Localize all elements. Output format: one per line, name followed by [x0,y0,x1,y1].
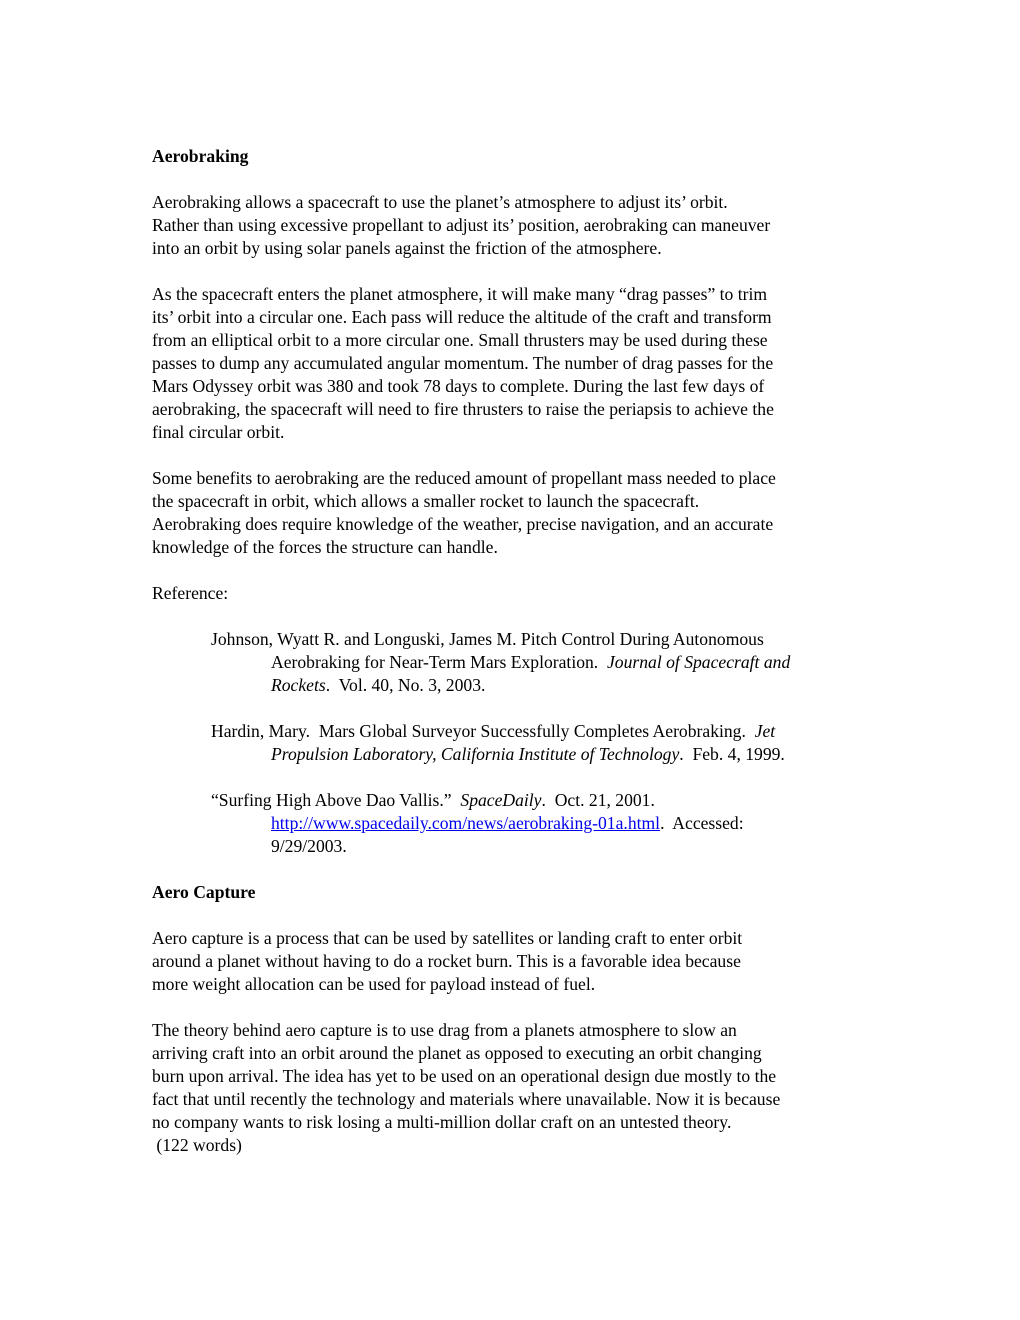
text-line: around a planet without having to do a rocket burn. This is a favorable idea because [152,951,741,971]
ref-text: . Vol. 40, No. 3, 2003. [325,675,486,695]
text-line: more weight allocation can be used for payload instead of fuel. [152,974,596,994]
ref-text: Aerobraking for Near-Term Mars Exploration. [271,652,607,672]
aerobraking-paragraph-1 [152,191,882,260]
ref-line [211,743,891,766]
text-line: Mars Odyssey orbit was 380 and took 78 days to complete. During the last few days of [152,376,765,396]
text-line: As the spacecraft enters the planet atmosphere, it will make many “drag passes” to trim [152,284,768,304]
text-line: Aero capture is a process that can be used by satellites or landing craft to enter orbit [152,928,743,948]
text-line: fact that until recently the technology and materials where unavailable. Now it is because [152,1089,781,1109]
reference-entry-johnson [211,628,891,697]
ref-line: 9/29/2003. [271,836,347,856]
aero-capture-paragraph-2 [152,1019,882,1157]
publisher-name: Jet [754,721,776,741]
text-line: knowledge of the forces the structure can handle. [152,537,498,557]
heading-aerobraking [152,145,882,168]
text-line: Aerobraking does require knowledge of the weather, precise navigation, and an accurate [152,514,774,534]
text-line: final circular orbit. [152,422,285,442]
aero-capture-paragraph-1 [152,927,882,996]
text-line: burn upon arrival. The idea has yet to be used on an operational design due mostly to the [152,1066,777,1086]
ref-line [211,720,891,743]
aerobraking-paragraph-2 [152,283,882,444]
reference-link[interactable]: http://www.spacedaily.com/news/aerobraking-01a.html [271,813,661,833]
ref-line: Johnson, Wyatt R. and Longuski, James M. Pitch Control During Autonomous [211,629,764,649]
ref-line [211,674,891,697]
text-line: Some benefits to aerobraking are the reduced amount of propellant mass needed to place [152,468,776,488]
text-line: passes to dump any accumulated angular momentum. The number of drag passes for the [152,353,774,373]
ref-line [211,812,891,835]
publication-name: SpaceDaily [460,790,542,810]
heading-text: Aero Capture [152,882,256,902]
ref-text: “Surfing High Above Dao Vallis.” [211,790,461,810]
text-line: arriving craft into an orbit around the planet as opposed to executing an orbit changing [152,1043,762,1063]
reference-label [152,582,882,605]
ref-text: . Accessed: [660,813,744,833]
text-line: The theory behind aero capture is to use drag from a planets atmosphere to slow an [152,1020,737,1040]
text-line: into an orbit by using solar panels against the friction of the atmosphere. [152,238,662,258]
ref-line [211,789,891,812]
text-line: no company wants to risk losing a multi-million dollar craft on an untested theory. [152,1112,732,1132]
ref-text: . Oct. 21, 2001. [541,790,655,810]
journal-title: Journal of Spacecraft and [607,652,791,672]
text-line: Rather than using excessive propellant to adjust its’ position, aerobraking can maneuver [152,215,771,235]
text-line: from an elliptical orbit to a more circular one. Small thrusters may be used during these [152,330,768,350]
text-line: its’ orbit into a circular one. Each pass will reduce the altitude of the craft and transform [152,307,772,327]
ref-text: Hardin, Mary. Mars Global Surveyor Successfully Completes Aerobraking. [211,721,755,741]
text-line: aerobraking, the spacecraft will need to fire thrusters to raise the periapsis to achieve the [152,399,774,419]
journal-title: Rockets [271,675,326,695]
heading-aero-capture [152,881,882,904]
text-line: the spacecraft in orbit, which allows a smaller rocket to launch the spacecraft. [152,491,700,511]
reference-entry-hardin [211,720,891,766]
word-count: (122 words) [152,1135,242,1155]
aerobraking-paragraph-3 [152,467,882,559]
reference-entry-spacedaily [211,789,891,858]
publisher-name: Propulsion Laboratory, California Institute of Technology [271,744,680,764]
reference-label-text: Reference: [152,583,229,603]
ref-text: . Feb. 4, 1999. [679,744,785,764]
ref-line [211,651,891,674]
heading-text: Aerobraking [152,146,249,166]
text-line: Aerobraking allows a spacecraft to use the planet’s atmosphere to adjust its’ orbit. [152,192,728,212]
